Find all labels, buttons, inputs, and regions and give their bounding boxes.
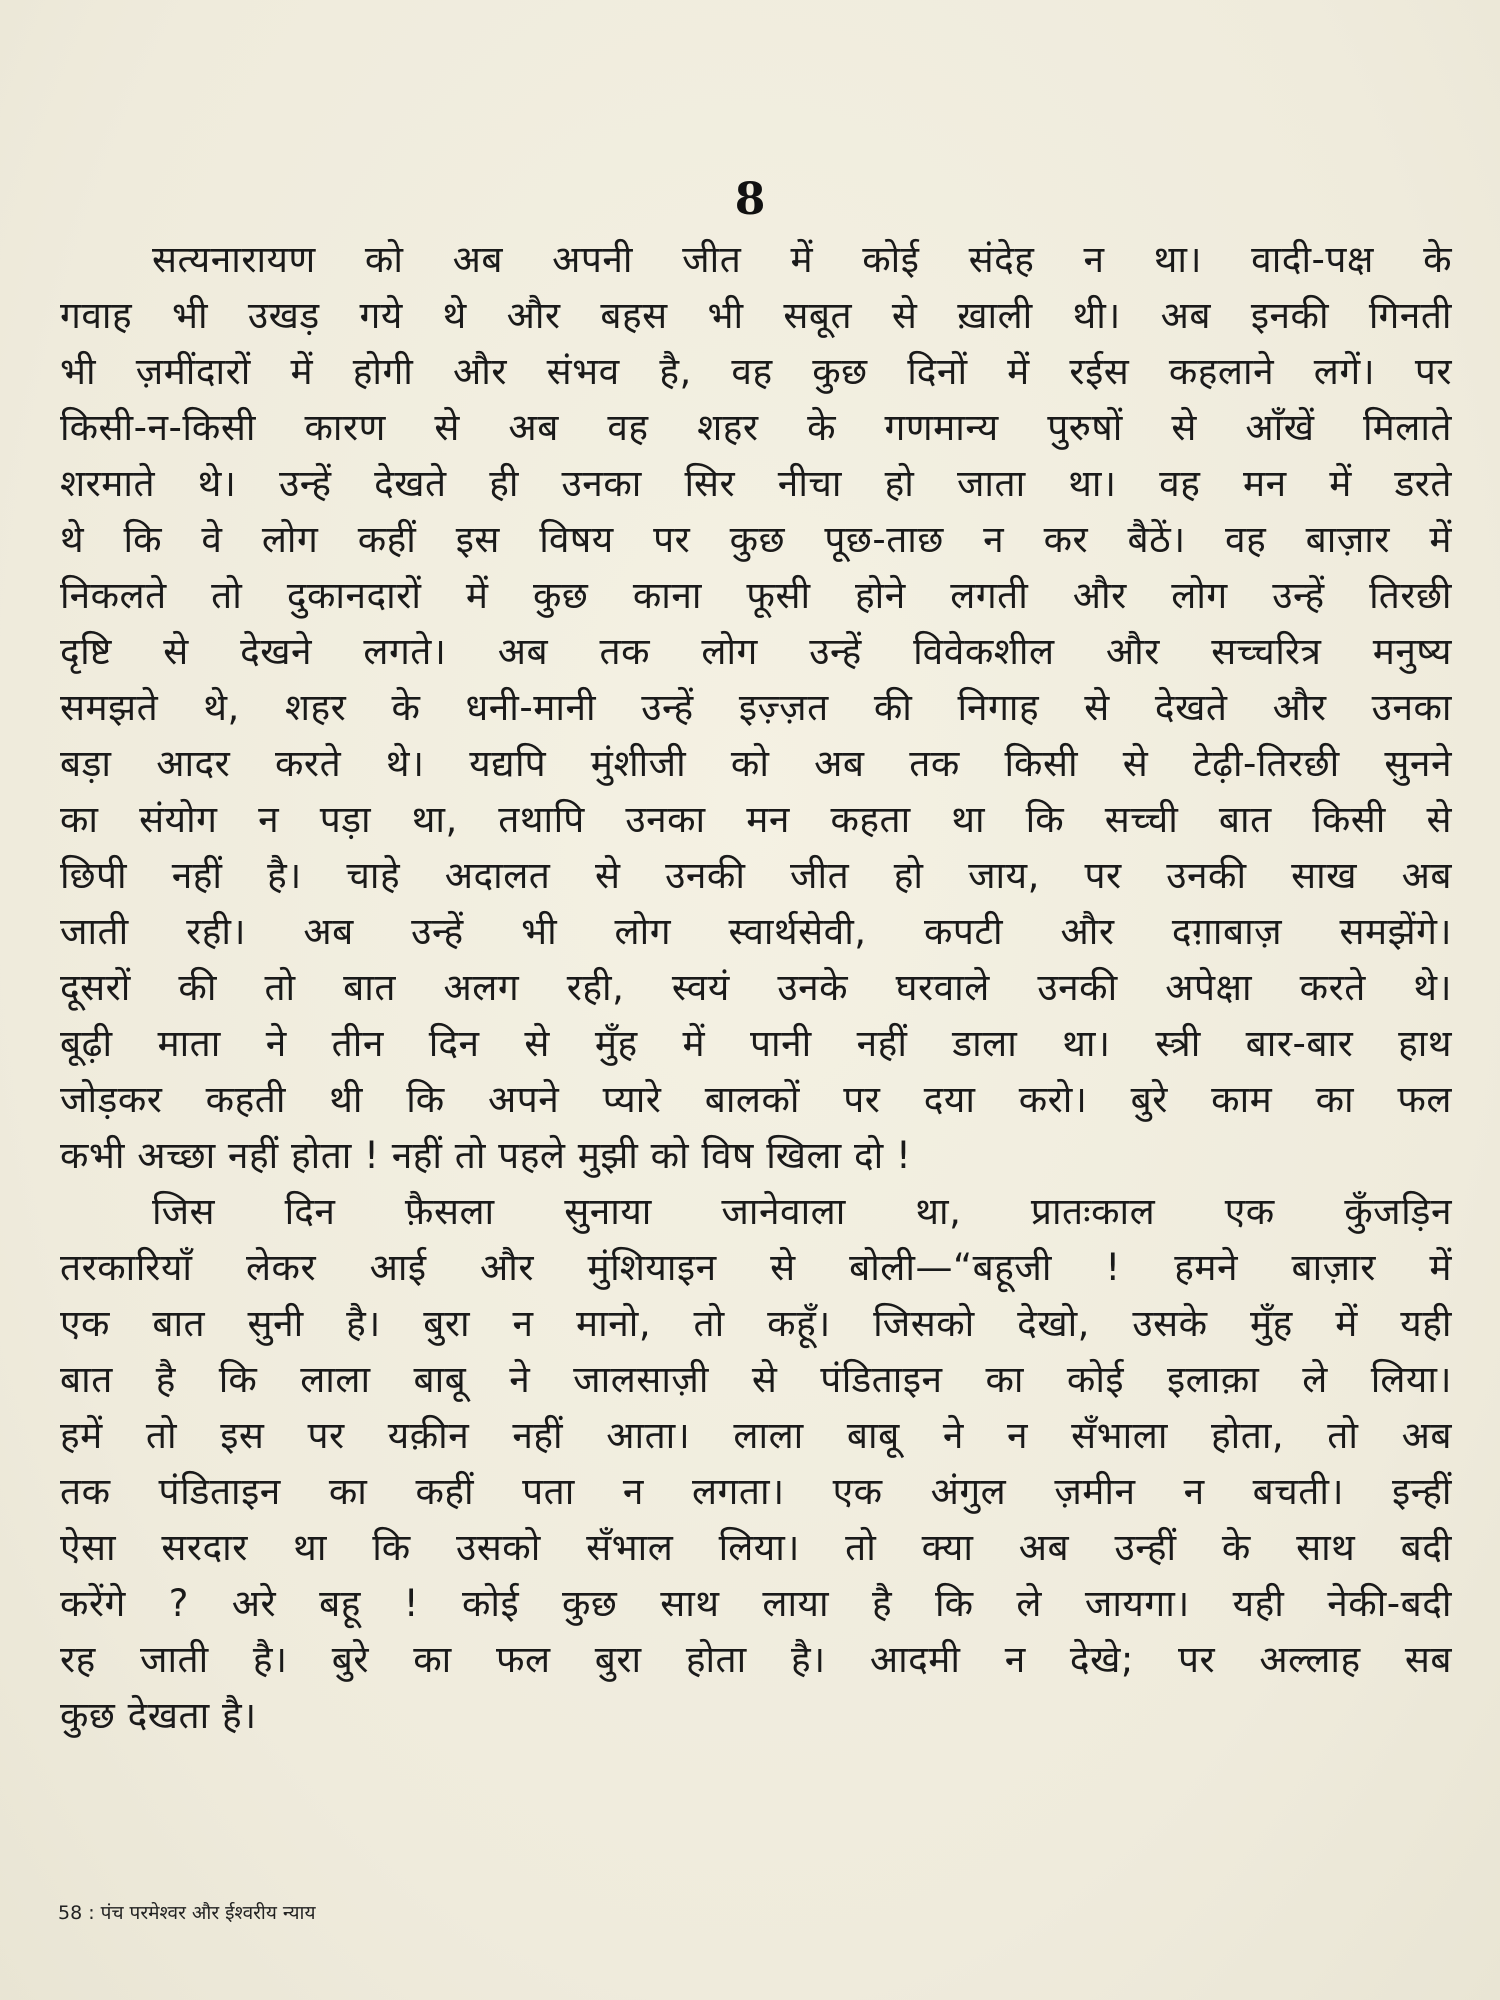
text-line: दूसरों की तो बात अलग रही, स्वयं उनके घरवाले उनकी अपेक्षा करते थे। bbox=[60, 966, 1452, 1009]
text-line: कुछ देखता है। bbox=[60, 1694, 257, 1737]
text-line: शरमाते थे। उन्हें देखते ही उनका सिर नीचा हो जाता था। वह मन में डरते bbox=[60, 462, 1452, 505]
text-line: थे कि वे लोग कहीं इस विषय पर कुछ पूछ-ताछ न कर बैठें। वह बाज़ार में bbox=[60, 518, 1452, 561]
text-line: भी ज़मींदारों में होगी और संभव है, वह कुछ दिनों में रईस कहलाने लगें। पर bbox=[60, 350, 1452, 393]
text-line: बूढ़ी माता ने तीन दिन से मुँह में पानी नहीं डाला था। स्त्री बार-बार हाथ bbox=[60, 1022, 1452, 1065]
text-line: जोड़कर कहती थी कि अपने प्यारे बालकों पर दया करो। बुरे काम का फल bbox=[60, 1078, 1452, 1121]
text-line: करेंगे ? अरे बहू ! कोई कुछ साथ लाया है कि ले जायगा। यही नेकी-बदी bbox=[60, 1582, 1452, 1625]
body-text bbox=[60, 232, 1452, 1744]
text-line: का संयोग न पड़ा था, तथापि उनका मन कहता था कि सच्ची बात किसी से bbox=[60, 798, 1452, 841]
chapter-number: 8 bbox=[734, 174, 766, 225]
text-line: दृष्टि से देखने लगते। अब तक लोग उन्हें विवेकशील और सच्चरित्र मनुष्य bbox=[60, 630, 1452, 673]
paragraph-2 bbox=[60, 1184, 1452, 1744]
text-line: समझते थे, शहर के धनी-मानी उन्हें इज़्ज़त की निगाह से देखते और उनका bbox=[60, 686, 1452, 729]
text-line: निकलते तो दुकानदारों में कुछ काना फूसी होने लगती और लोग उन्हें तिरछी bbox=[60, 574, 1452, 617]
text-line: गवाह भी उखड़ गये थे और बहस भी सबूत से ख़ाली थी। अब इनकी गिनती bbox=[60, 294, 1452, 337]
paragraph-1 bbox=[60, 232, 1452, 1184]
text-line: तरकारियाँ लेकर आई और मुंशियाइन से बोली—“बहूजी ! हमने बाज़ार में bbox=[60, 1246, 1452, 1289]
text-line: ऐसा सरदार था कि उसको सँभाल लिया। तो क्या अब उन्हीं के साथ बदी bbox=[60, 1526, 1452, 1569]
text-line: बड़ा आदर करते थे। यद्यपि मुंशीजी को अब तक किसी से टेढ़ी-तिरछी सुनने bbox=[60, 742, 1452, 785]
text-line: कभी अच्छा नहीं होता ! नहीं तो पहले मुझी को विष खिला दो ! bbox=[60, 1134, 912, 1177]
text-line: तक पंडिताइन का कहीं पता न लगता। एक अंगुल ज़मीन न बचती। इन्हीं bbox=[60, 1470, 1452, 1513]
text-line: एक बात सुनी है। बुरा न मानो, तो कहूँ। जिसको देखो, उसके मुँह में यही bbox=[60, 1302, 1452, 1345]
text-line: रह जाती है। बुरे का फल बुरा होता है। आदमी न देखे; पर अल्लाह सब bbox=[60, 1638, 1452, 1681]
text-line: किसी-न-किसी कारण से अब वह शहर के गणमान्य पुरुषों से आँखें मिलाते bbox=[60, 406, 1452, 449]
text-line: हमें तो इस पर यक़ीन नहीं आता। लाला बाबू ने न सँभाला होता, तो अब bbox=[60, 1414, 1452, 1457]
text-line: बात है कि लाला बाबू ने जालसाज़ी से पंडिताइन का कोई इलाक़ा ले लिया। bbox=[60, 1358, 1452, 1401]
text-line: जिस दिन फ़ैसला सुनाया जानेवाला था, प्रातःकाल एक कुँजड़िन bbox=[152, 1190, 1452, 1233]
page-footer: 58 : पंच परमेश्वर और ईश्वरीय न्याय bbox=[58, 1902, 316, 1924]
text-line: जाती रही। अब उन्हें भी लोग स्वार्थसेवी, कपटी और दग़ाबाज़ समझेंगे। bbox=[60, 910, 1452, 953]
text-line: छिपी नहीं है। चाहे अदालत से उनकी जीत हो जाय, पर उनकी साख अब bbox=[60, 854, 1452, 897]
text-line: सत्यनारायण को अब अपनी जीत में कोई संदेह न था। वादी-पक्ष के bbox=[152, 238, 1452, 281]
